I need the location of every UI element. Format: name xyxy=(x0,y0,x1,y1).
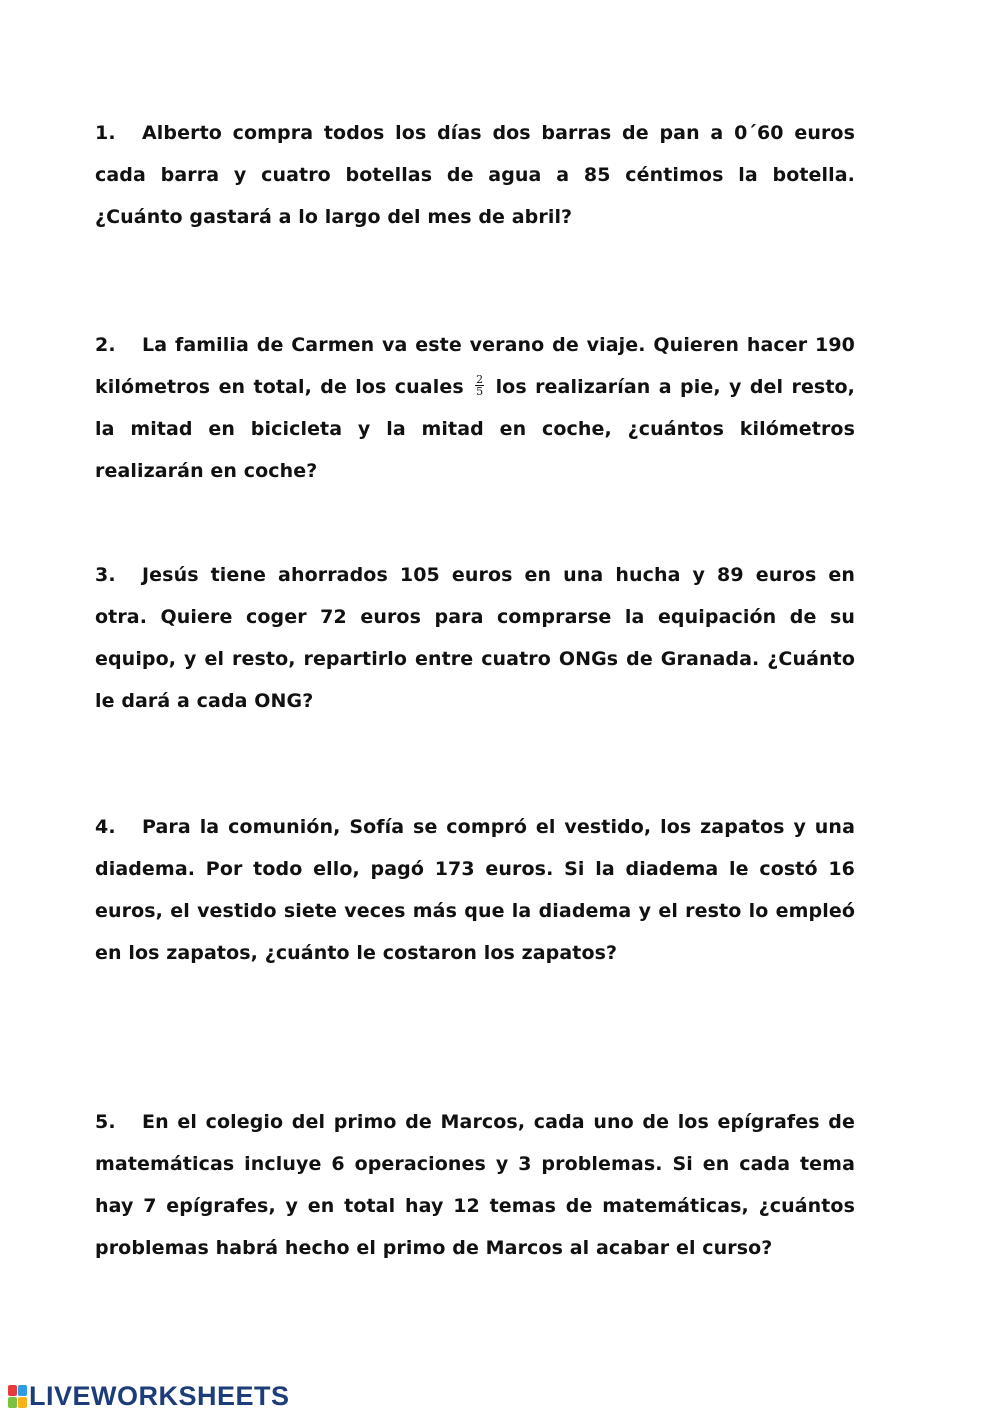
problem-4 xyxy=(95,806,855,974)
logo-square-icon xyxy=(8,1385,17,1396)
problem-2 xyxy=(95,324,855,492)
problem-text-after: los realizarían a pie, y del resto, la mitad en bicicleta y la mitad en coche, ¿cuántos kilómetros realizarán en coche? xyxy=(95,376,855,482)
problem-number: 1. xyxy=(95,122,116,144)
logo-square-icon xyxy=(18,1385,27,1396)
problem-number: 3. xyxy=(95,564,116,586)
logo-square-icon xyxy=(18,1397,27,1408)
fraction xyxy=(475,374,484,397)
problem-3 xyxy=(95,554,855,722)
liveworksheets-logo-icon xyxy=(8,1385,27,1408)
problem-text: Jesús tiene ahorrados 105 euros en una hucha y 89 euros en otra. Quiere coger 72 euros para comprarse la equipación de su equipo, y el resto, repartirlo entre cuatro ONGs de Granada. ¿Cuánto le dará a cada ONG? xyxy=(95,564,855,712)
fraction-numerator: 2 xyxy=(476,373,484,386)
logo-text: LIVEWORKSHEETS xyxy=(29,1380,290,1411)
problem-number: 5. xyxy=(95,1111,116,1133)
fraction-denominator: 5 xyxy=(476,385,484,398)
problem-number: 2. xyxy=(95,334,116,356)
problem-text-before: La familia de Carmen va este verano de viaje. Quieren hacer 190 kilómetros en total, de los cuales xyxy=(95,334,855,398)
problem-text: Para la comunión, Sofía se compró el vestido, los zapatos y una diadema. Por todo ello, pagó 173 euros. Si la diadema le costó 16 euros, el vestido siete veces más que la diadema y el resto lo empleó en los zapatos, ¿cuánto le costaron los zapatos? xyxy=(95,816,855,964)
problem-5 xyxy=(95,1101,855,1269)
problem-1 xyxy=(95,112,855,238)
problem-number: 4. xyxy=(95,816,116,838)
problem-text: Alberto compra todos los días dos barras de pan a 0´60 euros cada barra y cuatro botellas de agua a 85 céntimos la botella. ¿Cuánto gastará a lo largo del mes de abril? xyxy=(95,122,855,228)
logo-square-icon xyxy=(8,1397,17,1408)
problem-text: En el colegio del primo de Marcos, cada uno de los epígrafes de matemáticas incluye 6 operaciones y 3 problemas. Si en cada tema hay 7 epígrafes, y en total hay 12 temas de matemáticas, ¿cuántos problemas habrá hecho el primo de Marcos al acabar el curso? xyxy=(95,1111,855,1259)
liveworksheets-logo xyxy=(8,1380,290,1412)
